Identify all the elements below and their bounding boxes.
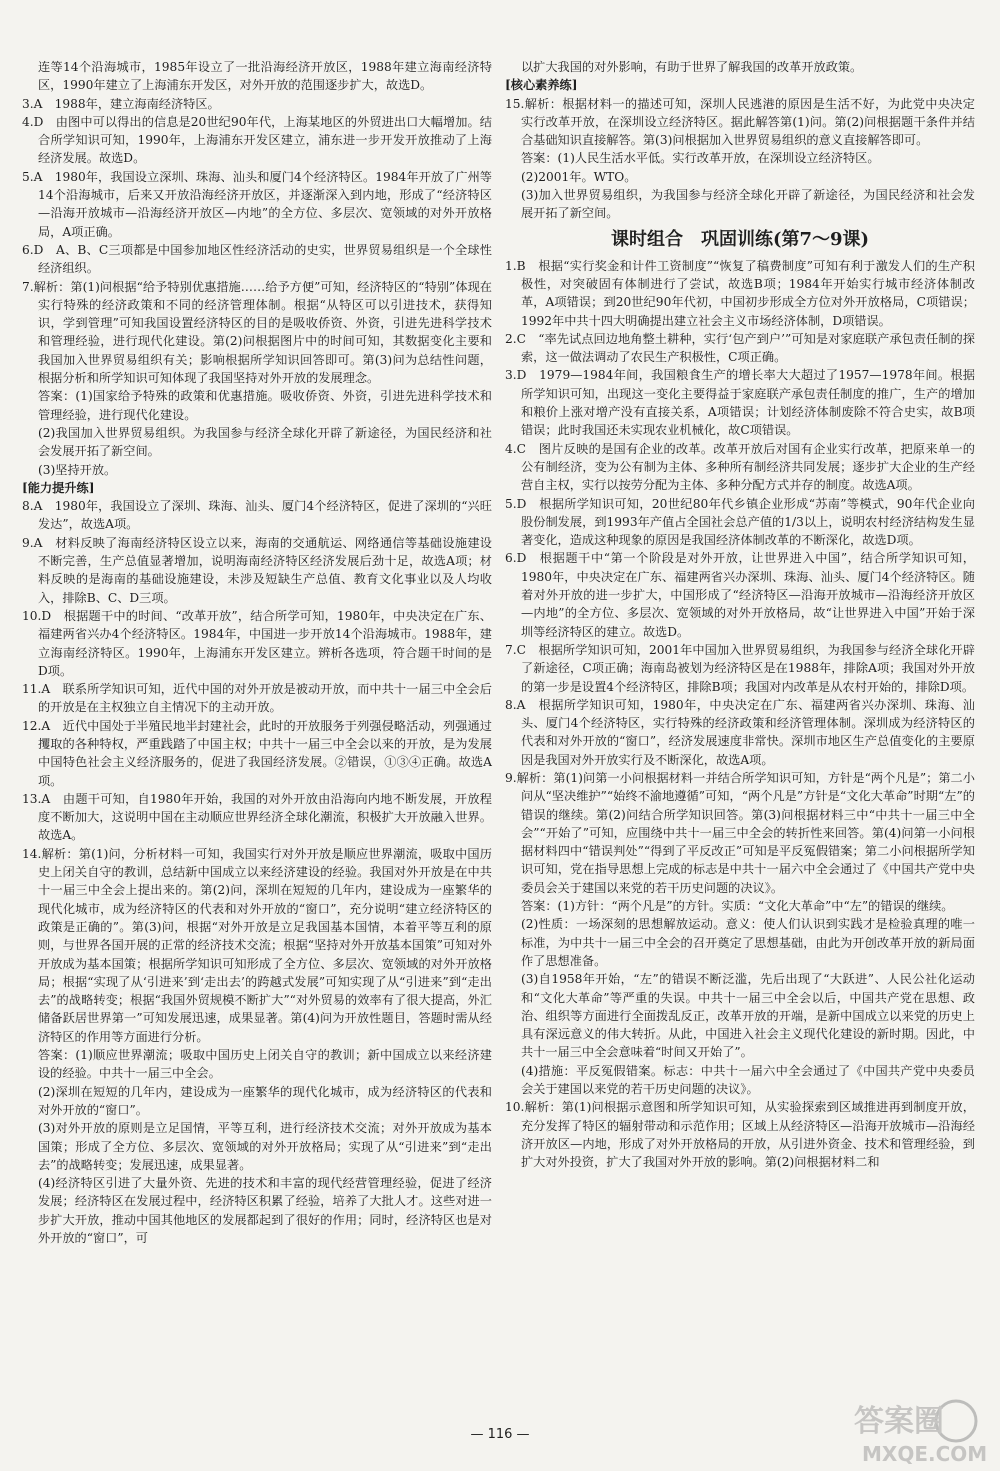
paragraph: 14.解析：第(1)问，分析材料一可知，我国实行对外开放是顺应世界潮流，吸取中国历史上闭关自守的教训，总结新中国成立以来经济建设的经验。我国对外开放是在中共十一届三中全会上提出来的。第(2)问，深圳在短短的几年内，建设成为一座繁华的现代化城市，成为经济特区的代表和对外开放的“窗口”，充分说明“建立经济特区的政策是正确的”。第(3)问，根据“对外开放是立足我国基本国情，本着平等互利的原则，与世界各国开展的正常的经济技术交流；根据“坚持对外开放基本国策”可知对外开放成为基本国策；根据所学知识可知形成了全方位、多层次、宽领域的对外开放格局；根据“实现了从‘引进来’到‘走出去’的跨越式发展”可知实现了从“引进来”到“走出去”的战略转变；根据“我国外贸规模不断扩大”“对外贸易的效率有了很大提高，外汇储备跃居世界第一”可知发展迅速，成果显著。第(4)问为开放性题目，答题时需从经济特区的作用等方面进行分析。	[22, 846, 492, 1044]
answer-paragraph: 答案：(1)国家给予特殊的政策和优惠措施。吸收侨资、外资，引进先进科学技术和管理经验，进行现代化建设。	[38, 389, 492, 422]
watermark-logo	[848, 1395, 996, 1467]
section-header: [核心素养练]	[505, 78, 578, 93]
paragraph: (2)性质：一场深刻的思想解放运动。意义：使人们认识到实践才是检验真理的唯一标准，为中共十一届三中全会的召开奠定了思想基础，由此为开创改革开放的新局面作了思想准备。	[521, 917, 975, 968]
paragraph: 13.A 由题干可知，自1980年开始，我国的对外开放由沿海向内地不断发展，开放程度不断加大，这说明中国在主动顺应世界经济全球化潮流，积极扩大开放融入世界。故选A。	[22, 791, 492, 843]
paragraph: 11.A 联系所学知识可知，近代中国的对外开放是被动开放，而中共十一届三中全会后的开放是在主权独立自主情况下的主动开放。	[22, 682, 492, 715]
paragraph: 10.D 根据题干中的时间、“改革开放”，结合所学可知，1980年，中央决定在广东、福建两省兴办4个经济特区。1984年，中国进一步开放14个沿海城市。1988年，建立海南经济特区。1990年，上海浦东开发区建立。辨析各选项，符合题干时间的是D项。	[22, 608, 492, 678]
paragraph: 6.D A、B、C三项都是中国参加地区性经济活动的史实，世界贸易组织是一个全球性经济组织。	[22, 242, 492, 276]
paragraph: 5.D 根据所学知识可知，20世纪80年代乡镇企业形成“苏南”等模式，90年代企业向股份制发展，到1993年产值占全国社会总产值的1/3以上，说明农村经济结构发生显著变化，造成这种现象的原因是我国经济体制改革的不断深化，故选D项。	[505, 496, 975, 548]
paragraph: 2.C “率先试点回边地角整土耕种，实行‘包产到户’”可知是对家庭联产承包责任制的探索，这一做法调动了农民生产积极性，C项正确。	[505, 331, 975, 365]
paragraph: 连等14个沿海城市，1985年设立了一批沿海经济开放区，1988年建立海南经济特区，1990年建立了上海浦东开发区，对外开放的范围逐步扩大，故选D。	[38, 60, 492, 93]
paragraph: (3)对外开放的原则是立足国情，平等互利，进行经济技术交流；对外开放成为基本国策；形成了全方位、多层次、宽领域的对外开放格局；实现了从“引进来”到“走出去”的战略转变；发展迅速，成果显著。	[38, 1121, 492, 1172]
paragraph: 10.解析：第(1)问根据示意图和所学知识可知，从实验探索到区域推进再到制度开放，充分发挥了特区的辐射带动和示范作用；区域上从经济特区—沿海开放城市—沿海经济开放区—内地，形成了对外开放格局的开放，从引进外资金、技术和管理经验，到扩大对外投资，扩大了我国对外开放的影响。第(2)问根据材料二和	[505, 1100, 975, 1170]
section-title: 课时组合 巩固训练(第7～9课)	[610, 228, 870, 250]
paragraph: 8.A 1980年，我国设立了深圳、珠海、汕头、厦门4个经济特区，促进了深圳的“兴旺发达”，故选A项。	[22, 499, 492, 532]
page-number: — 116 —	[470, 1427, 530, 1442]
paragraph: 以扩大我国的对外影响，有助于世界了解我国的改革开放政策。	[521, 60, 863, 74]
paragraph: 15.解析：根据材料一的描述可知，深圳人民逃港的原因是生活不好，为此党中央决定实行改革开放，在深圳设立经济特区。据此解答第(1)问。第(2)问根据题干条件并结合基础知识直接解答。第(3)问根据加入世界贸易组织的意义直接解答即可。	[505, 96, 975, 148]
paragraph: 4.C 图片反映的是国有企业的改革。改革开放后对国有企业实行改革，把原来单一的公有制经济，变为公有制为主体、多种所有制经济共同发展；逐步扩大企业的生产经营自主权，实行以按劳分配为主体、多种分配方式并存的制度。故选A项。	[505, 441, 975, 493]
paragraph: 7.C 根据所学知识可知，2001年中国加入世界贸易组织，为我国参与经济全球化开辟了新途径，C项正确；海南岛被划为经济特区是在1988年，排除A项；我国对外开放的第一步是设置4个经济特区，排除B项；我国对内改革是从农村开始的，排除D项。	[505, 642, 975, 694]
section-header: [能力提升练]	[22, 480, 95, 495]
paragraph: 8.A 根据所学知识可知，1980年，中央决定在广东、福建两省兴办深圳、珠海、汕头、厦门4个经济特区，实行特殊的经济政策和经济管理体制。深圳成为经济特区的代表和对外开放的“窗口”，经济发展速度非常快。深圳市地区生产总值变化的主要原因是我国对外开放实行及不断深化，故选A项。	[505, 697, 975, 767]
answer-paragraph: 答案：(1)顺应世界潮流；吸取中国历史上闭关自守的教训；新中国成立以来经济建设的经验。中共十一届三中全会。	[38, 1048, 492, 1081]
paragraph: 9.A 材料反映了海南经济特区设立以来，海南的交通航运、网络通信等基础设施建设不断完善，生产总值显著增加，说明海南经济特区经济发展后劲十足，故选A项；材料反映的是海南的基础设施建设，未涉及短缺生产总值、教育文化事业以及人均收入，排除B、C、D三项。	[22, 535, 492, 605]
paragraph: (4)经济特区引进了大量外资、先进的技术和丰富的现代经营管理经验，促进了经济发展；经济特区在发展过程中，经济特区积累了经验，培养了大批人才。这些对进一步扩大开放，推动中国其他地区的发展都起到了很好的作用；同时，经济特区也是对外开放的“窗口”，可	[38, 1176, 492, 1245]
answer-paragraph: 答案：(1)人民生活水平低。实行改革开放，在深圳设立经济特区。	[521, 151, 880, 166]
right-column	[505, 58, 975, 1172]
paragraph: (2)我国加入世界贸易组织。为我国参与经济全球化开辟了新途径，为国民经济和社会发展开拓了新空间。	[38, 425, 492, 459]
paragraph: (2)2001年。WTO。	[521, 169, 637, 184]
paragraph: (3)自1958年开始，“左”的错误不断泛滥，先后出现了“大跃进”、人民公社化运动和“文化大革命”等严重的失误。中共十一届三中全会以后，中国共产党在思想、政治、组织等方面进行全面拨乱反正，改革开放的开端，是新中国成立以来党的历史上具有深远意义的伟大转折。从此，中国进入社会主义现代化建设的新时期。因此，中共十一届三中全会意味着“时间又开始了”。	[521, 972, 975, 1060]
left-column	[22, 58, 492, 1247]
paragraph: 5.A 1980年，我国设立深圳、珠海、汕头和厦门4个经济特区。1984年开放了广州等14个沿海城市，后来又开放沿海经济开放区，并逐渐深入到内地，形成了“经济特区—沿海开放城市—沿海经济开放区—内地”的全方位、多层次、宽领域的对外开放格局，A项正确。	[22, 169, 492, 239]
paragraph: 1.B 根据“实行奖金和计件工资制度”“恢复了稿费制度”可知有利于激发人们的生产积极性，对突破固有体制进行了尝试，故选B项；1984年开始实行城市经济体制改革，A项错误；到20世纪90年代初，中国初步形成全方位对外开放格局，C项错误；1992年中共十四大明确提出建立社会主义市场经济体制，D项错误。	[505, 258, 975, 328]
paragraph: 9.解析：第(1)问第一小问根据材料一并结合所学知识可知，方针是“两个凡是”；第二小问从“坚决维护”“始终不渝地遵循”可知，“两个凡是”方针是“文化大革命”时期“左”的错误的继续。第(2)问结合所学知识回答。第(3)问根据材料三中“中共十一届三中全会”“开始了”可知，应围绕中共十一届三中全会的转折性来回答。第(4)问第一小问根据材料四中“错误判处”“得到了平反改正”可知是平反冤假错案；第二小问根据所学知识可知，党在指导思想上完成的标志是中共十一届六中全会通过了《中国共产党中央委员会关于建国以来党的若干历史问题的决议》。	[505, 770, 975, 895]
paragraph: 6.D 根据题干中“第一个阶段是对外开放，让世界进入中国”，结合所学知识可知，1980年，中央决定在广东、福建两省兴办深圳、珠海、汕头、厦门4个经济特区。随着对外开放的进一步扩大，中国形成了“经济特区—沿海开放城市—沿海经济开放区—内地”的全方位、多层次、宽领域的对外开放格局，故“让世界进入中国”开始于深圳等经济特区的建立。故选D。	[505, 551, 975, 639]
paragraph: 4.D 由图中可以得出的信息是20世纪90年代，上海某地区的外贸进出口大幅增加。结合所学知识可知，1990年，上海浦东开发区建立，浦东进一步开发开放推动了上海经济发展。故选D。	[22, 114, 492, 166]
paragraph: (4)措施：平反冤假错案。标志：中共十一届六中全会通过了《中国共产党中央委员会关于建国以来党的若干历史问题的决议》。	[521, 1063, 975, 1097]
paragraph: 3.D 1979—1984年间，我国粮食生产的增长率大大超过了1957—1978年间。根据所学知识可知，出现这一变化主要得益于家庭联产承包责任制度的推广，生产的增加和粮价上涨对增产没有直接关系，A项错误；计划经济体制废除不符合史实，故B项错误；此时我国还未实现农业机械化，故C项错误。	[505, 368, 975, 438]
paragraph: 12.A 近代中国处于半殖民地半封建社会，此时的开放服务于列强侵略活动，列强通过攫取的各种特权，严重践踏了中国主权；中共十一届三中全会以来的开放，是为发展中国特色社会主义经济服务的，促进了我国经济发展。②错误，①③④正确。故选A项。	[22, 718, 492, 788]
watermark-text: 答案圈	[854, 1404, 944, 1439]
paragraph: (2)深圳在短短的几年内，建设成为一座繁华的现代化城市，成为经济特区的代表和对外开放的“窗口”。	[38, 1084, 492, 1117]
answer-paragraph: 答案：(1)方针：“两个凡是”的方针。实质：“文化大革命”中“左”的错误的继续。	[521, 899, 954, 914]
paragraph: 3.A 1988年，建立海南经济特区。	[22, 96, 220, 111]
watermark-url: MXQE.COM	[862, 1442, 988, 1466]
paragraph: 7.解析：第(1)问根据“给予特别优惠措施……给予方便”可知，经济特区的“特别”体现在实行特殊的经济政策和不同的经济管理体制。根据“从特区可以引进技术，获得知识，学到管理”可知我国设置经济特区的目的是吸收侨资、外资，引进先进科学技术和管理经验，进行现代化建设。第(2)问根据图片中的时间可知，其数据变化主要和我国加入世界贸易组织有关；影响根据所学知识回答即可。第(3)问为总结性问题，根据分析和所学知识可知体现了我国坚持对外开放的发展理念。	[22, 279, 492, 386]
paragraph: (3)加入世界贸易组织，为我国参与经济全球化开辟了新途径，为国民经济和社会发展开拓了新空间。	[521, 188, 975, 221]
paragraph: (3)坚持开放。	[38, 462, 117, 477]
